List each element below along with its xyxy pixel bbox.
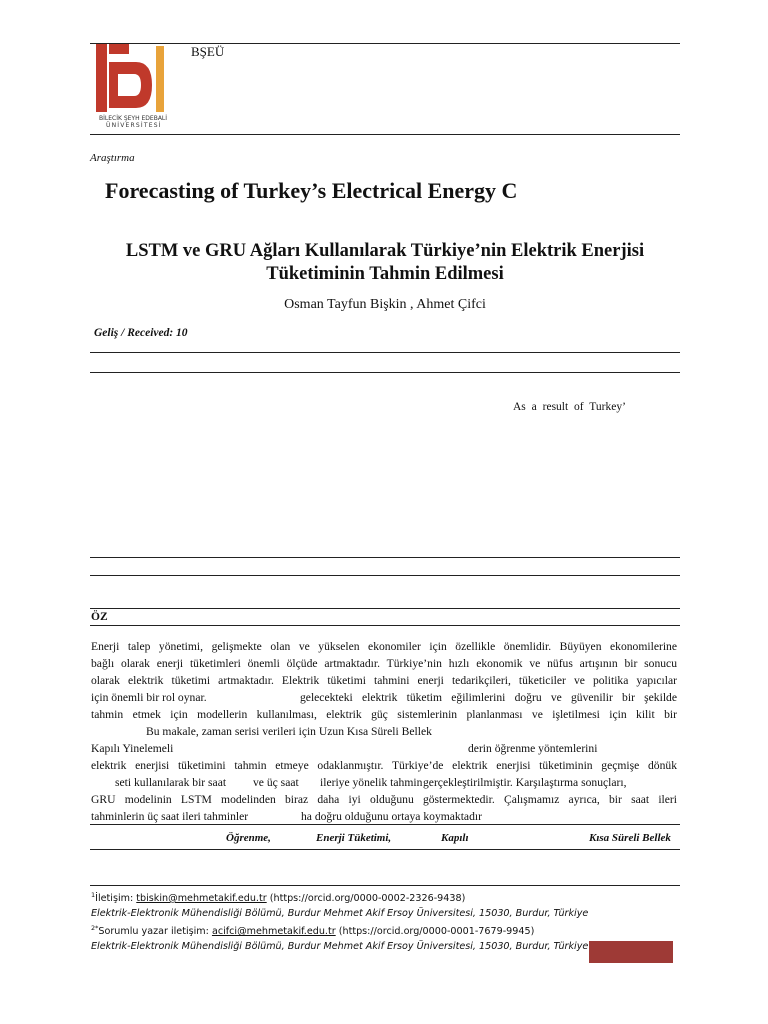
title-english: Forecasting of Turkey’s Electrical Energy C [105, 178, 518, 203]
oz-line: seti kullanılarak bir saat ve üç saat ileriye yönelik tahmin gerçekleştirilmiştir. Karşılaştırma sonuçları, [115, 776, 627, 789]
oz-body [91, 638, 677, 825]
logo-text-line2: ÜNİVERSİTESİ [106, 122, 162, 129]
authors: Osman Tayfun Bişkin , Ahmet Çifci [284, 297, 486, 312]
oz-line: bağlı olarak enerji tüketimleri önemli ölçüde artmaktadır. Türkiye’nin hızlı ekonomik ve nüfus artışının bir sonucu [91, 657, 677, 670]
header-top-rule [90, 43, 680, 44]
footnote-2-affiliation: Elektrik-Elektronik Mühendisliği Bölümü, Burdur Mehmet Akif Ersoy Üniversitesi, 15030, Burdur, Türkiye [91, 940, 589, 952]
keyword-enerji-tuketimi: Enerji Tüketimi, [316, 832, 392, 844]
footnote-2: $^{2*}$Sorumlu yazar iletişim: acifci@mehmetakif.edu.tr (https://orcid.org/0000-0001-7679-9945) [91, 924, 535, 938]
abstract-top-rule-2 [90, 372, 680, 373]
abstract-top-rule [90, 352, 680, 353]
abstract-bottom-rule-2 [90, 575, 680, 576]
journal-name: BŞEÜ [191, 44, 225, 59]
footnote-1-affiliation: Elektrik-Elektronik Mühendisliği Bölümü, Burdur Mehmet Akif Ersoy Üniversitesi, 15030, Burdur, Türkiye [91, 907, 589, 919]
header-bottom-rule [90, 134, 680, 135]
oz-heading: ÖZ [91, 611, 108, 623]
email-link-1[interactable]: tbiskin@mehmetakif.edu.tr [136, 893, 267, 905]
university-logo [96, 44, 168, 130]
oz-line: için önemli bir rol oynar. gelecekteki elektrik tüketim eğilimlerini doğru ve güvenilir bir şekilde [91, 691, 677, 704]
article-type: Araştırma [90, 152, 135, 164]
abstract-bottom-rule [90, 557, 680, 558]
oz-top-rule [90, 608, 680, 609]
logo-text-line1: BİLECİK ŞEYH EDEBALİ [99, 115, 168, 122]
page-footer-box [589, 941, 673, 963]
keyword-kisa-sureli-bellek: Kısa Süreli Bellek [589, 832, 671, 844]
title-turkish-line2: Tüketiminin Tahmin Edilmesi [266, 264, 504, 284]
oz-line: olarak elektrik tüketimi artmaktadır. Elektrik tüketimi tahmini enerji tedarikçileri, tüketiciler ve politika yapıcılar [91, 674, 677, 687]
orcid-1: (https://orcid.org/0000-0002-2326-9438) [269, 893, 466, 905]
oz-line: tahminlerin üç saat ileri tahminler ha doğru olduğunu ortaya koymaktadır [91, 810, 482, 823]
received-date: Geliş / Received: 10 [94, 327, 188, 339]
oz-line: Enerji talep yönetimi, gelişmekte olan ve yükselen ekonomiler için özellikle önemlidir. Büyüyen ekonomilerine [91, 640, 677, 653]
oz-line: tahmin etmek için modellerin kullanılması, elektrik güç sistemlerinin planlanması ve işletilmesi için kilit bir [91, 708, 677, 721]
oz-line: elektrik enerjisi tüketimini tahmin etmeye odaklanmıştır. Türkiye’de elektrik enerjisi tüketiminin geçmişe dönük [91, 759, 677, 772]
keyword-kapili: Kapılı [441, 832, 469, 844]
title-turkish-line1: LSTM ve GRU Ağları Kullanılarak Türkiye’nin Elektrik Enerjisi [125, 241, 645, 261]
footnotes [91, 888, 588, 954]
keywords-bottom-rule [90, 849, 680, 850]
oz-line: Kapılı Yinelemeli derin öğrenme yöntemlerini [91, 742, 598, 755]
keywords-top-rule [90, 824, 680, 825]
email-link-2[interactable]: acifci@mehmetakif.edu.tr [211, 926, 336, 938]
keyword-ogrenme: Öğrenme, [226, 832, 271, 844]
abstract-english-fragment: As a result of Turkey’ [513, 401, 626, 413]
oz-heading-rule [90, 625, 680, 626]
title-turkish [90, 240, 680, 286]
oz-line: GRU modelinin LSTM modelinden biraz daha iyi olduğunu göstermektedir. Çalışmamız ayrıca, bir saat ileri [91, 793, 677, 806]
footnote-rule [90, 885, 680, 886]
footnote-1: $^1$İletişim: tbiskin@mehmetakif.edu.tr (https://orcid.org/0000-0002-2326-9438) [91, 891, 466, 905]
oz-line: Bu makale, zaman serisi verileri için Uzun Kısa Süreli Bellek [146, 725, 432, 738]
orcid-2: (https://orcid.org/0000-0001-7679-9945) [338, 926, 535, 938]
